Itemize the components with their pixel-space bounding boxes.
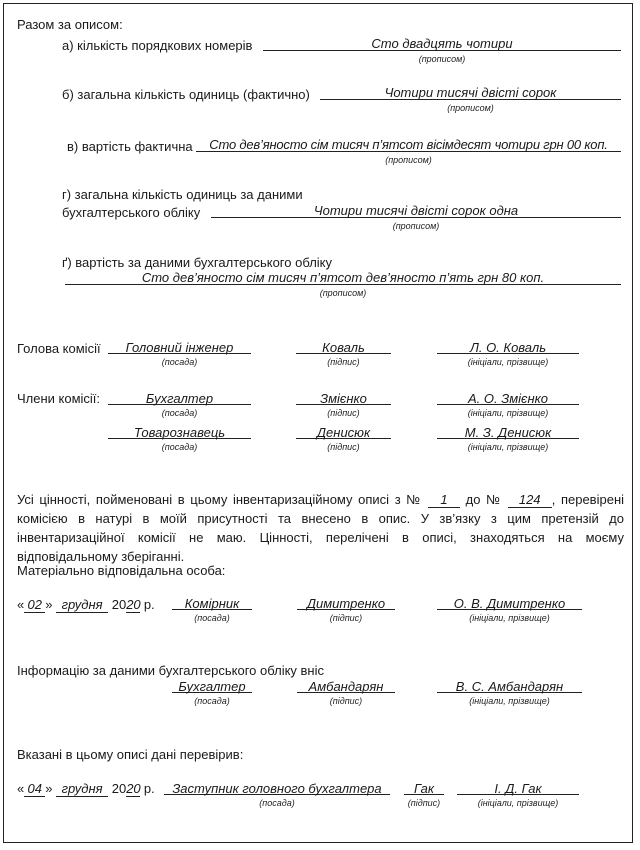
responsible-year-unit: р. xyxy=(143,597,155,612)
responsible-month: грудня xyxy=(56,598,108,613)
head-signature: Коваль xyxy=(322,340,365,355)
summary-heading: Разом за описом: xyxy=(17,17,123,32)
verified-heading: Вказані в цьому описі дані перевірив: xyxy=(17,747,244,762)
member2-position: Товарознавець xyxy=(133,425,226,440)
summary-gg-label: ґ) вартість за даними бухгалтерського обліку xyxy=(62,255,333,270)
member1-position: Бухгалтер xyxy=(145,391,214,406)
accounting-signature: Амбандарян xyxy=(308,679,384,694)
summary-v-value: Сто дев’яносто сім тисяч п’ятсот вісімдесят чотири грн 00 коп. xyxy=(209,137,608,152)
accounting-heading: Інформацію за даними бухгалтерського обліку вніс xyxy=(17,663,324,678)
responsible-open-quote: « xyxy=(17,597,25,612)
summary-b-label: б) загальна кількість одиниць (фактично) xyxy=(62,87,310,102)
accounting-signature-caption: (підпис) xyxy=(329,696,363,706)
responsible-signature-caption: (підпис) xyxy=(329,613,363,623)
summary-g-caption: (прописом) xyxy=(392,221,440,231)
accounting-position-caption: (посада) xyxy=(194,696,230,706)
verified-signature-caption: (підпис) xyxy=(407,798,441,808)
commission-head-label: Голова комісії xyxy=(17,341,101,356)
responsible-year-prefix: 20 xyxy=(111,597,127,612)
summary-a-caption: (прописом) xyxy=(418,54,466,64)
member2-signature: Денисюк xyxy=(316,425,371,440)
responsible-heading: Матеріально відповідальна особа: xyxy=(17,563,226,578)
accounting-position: Бухгалтер xyxy=(178,679,246,694)
member2-signature-caption: (підпис) xyxy=(327,442,360,452)
head-signature-caption: (підпис) xyxy=(327,357,360,367)
verified-month: грудня xyxy=(56,782,108,797)
statement-from-number: 1 xyxy=(428,493,460,508)
responsible-position-caption: (посада) xyxy=(194,613,230,623)
responsible-name: О. В. Димитренко xyxy=(453,596,566,611)
summary-b-caption: (прописом) xyxy=(447,103,494,113)
statement-to-number: 124 xyxy=(508,493,552,508)
responsible-year-suffix: 20 xyxy=(126,597,141,612)
summary-g-label-line1: г) загальна кількість одиниць за даними xyxy=(62,187,303,202)
verified-year-prefix: 20 xyxy=(111,781,127,796)
responsible-close-quote: » xyxy=(45,597,53,612)
summary-gg-caption: (прописом) xyxy=(319,288,367,298)
responsible-position: Комірник xyxy=(184,596,240,611)
head-position-caption: (посада) xyxy=(161,357,198,367)
verified-close-quote: » xyxy=(45,781,53,796)
statement-part3: , перевірені комісією в натурі в моїй присутності та внесено в опис. У зв’язку з цим претензій до інвентаризаційної комісії не маю. Цінності, перелічені в описі, знаходяться на моєму відповідальному зберіганні. xyxy=(17,492,625,564)
summary-a-label: а) кількість порядкових номерів xyxy=(62,38,253,53)
head-name-caption: (ініціали, прізвище) xyxy=(467,357,549,367)
verified-year-suffix: 20 xyxy=(126,781,141,796)
responsible-date xyxy=(17,597,155,613)
member2-name-caption: (ініціали, прізвище) xyxy=(467,442,549,452)
accounting-name: В. С. Амбандарян xyxy=(455,679,564,694)
verified-year-unit: р. xyxy=(143,781,155,796)
verified-position-caption: (посада) xyxy=(259,798,295,808)
member2-position-caption: (посада) xyxy=(161,442,198,452)
verified-name-caption: (ініціали, прізвище) xyxy=(477,798,559,808)
statement-part1: Усі цінності, пойменовані в цьому інвентаризаційному описі з № xyxy=(17,492,423,507)
verified-position: Заступник головного бухгалтера xyxy=(172,781,382,796)
summary-v-label: в) вартість фактична xyxy=(67,139,193,154)
accounting-name-caption: (ініціали, прізвище) xyxy=(469,696,550,706)
document-frame xyxy=(3,3,633,843)
summary-gg-value: Сто дев’яносто сім тисяч п’ятсот дев’яносто п’ять грн 80 коп. xyxy=(141,270,545,285)
member1-position-caption: (посада) xyxy=(161,408,198,418)
member1-signature-caption: (підпис) xyxy=(327,408,360,418)
summary-a-value: Сто двадцять чотири xyxy=(371,36,513,51)
member2-name: М. З. Денисюк xyxy=(464,425,552,440)
statement-paragraph xyxy=(17,490,624,566)
commission-members-label: Члени комісії: xyxy=(17,391,101,406)
verified-signature: Гак xyxy=(413,781,434,796)
member1-name: А. О. Змієнко xyxy=(468,391,548,406)
responsible-signature: Димитренко xyxy=(306,596,386,611)
member1-signature: Змієнко xyxy=(320,391,367,406)
verified-day: 04 xyxy=(24,782,45,797)
head-name: Л. О. Коваль xyxy=(469,340,547,355)
head-position: Головний інженер xyxy=(125,340,234,355)
summary-g-value: Чотири тисячі двісті сорок одна xyxy=(313,203,519,218)
summary-v-caption: (прописом) xyxy=(385,155,432,165)
responsible-day: 02 xyxy=(24,598,45,613)
verified-name: І. Д. Гак xyxy=(494,781,542,796)
verified-date xyxy=(17,781,155,797)
responsible-name-caption: (ініціали, прізвище) xyxy=(469,613,550,623)
verified-open-quote: « xyxy=(17,781,25,796)
statement-part2: до № xyxy=(465,492,503,507)
summary-b-value: Чотири тисячі двісті сорок xyxy=(384,85,557,100)
summary-g-label-line2: бухгалтерського обліку xyxy=(62,205,201,220)
member1-name-caption: (ініціали, прізвище) xyxy=(467,408,549,418)
